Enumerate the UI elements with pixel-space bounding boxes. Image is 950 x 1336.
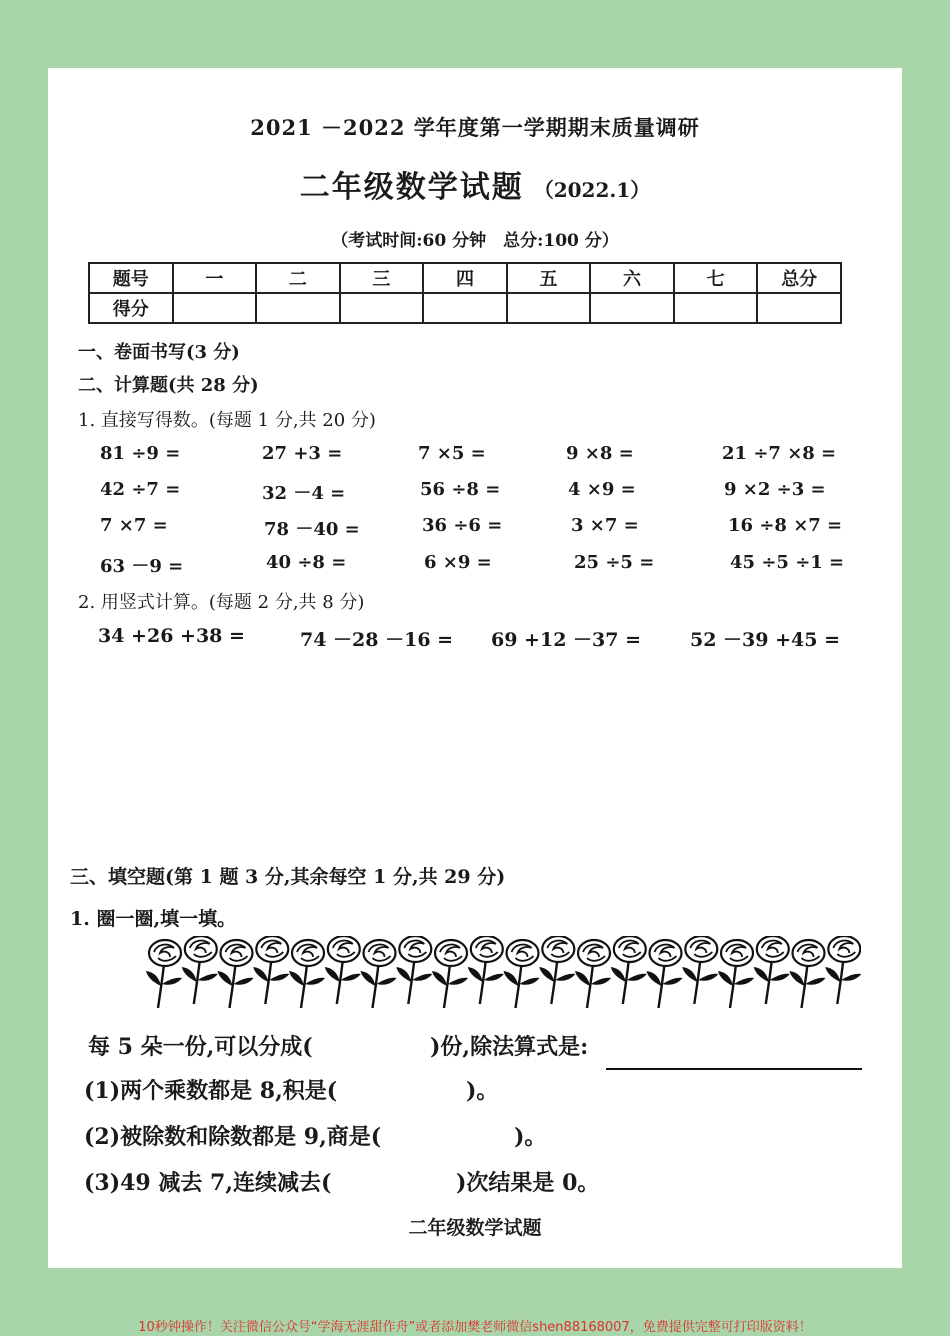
flower [218, 940, 254, 1008]
flower [647, 940, 683, 1008]
section2-title: 二、计算题(共 28 分) [78, 375, 259, 396]
calc-item: 81 ÷9 = [100, 443, 181, 464]
score-cell: 题号 [89, 263, 173, 293]
fill-item-2-end: )。 [514, 1124, 547, 1150]
calc-item: 9 ×2 ÷3 = [724, 479, 826, 500]
flower [682, 936, 718, 1004]
calc-item: 7 ×7 = [100, 515, 168, 536]
score-table-score-row [89, 293, 841, 323]
year-line: 2021 －2022 学年度第一学期期末质量调研 [250, 115, 700, 140]
exam-title: 二年级数学试题 [299, 170, 524, 205]
flower [325, 936, 361, 1004]
fill-item-2-text: (2)被除数和除数都是 9,商是( [84, 1124, 382, 1150]
section3-q1-title: 1. 圈一圈,填一填。 [70, 908, 237, 930]
score-cell: 五 [507, 263, 591, 293]
page-footer: 二年级数学试题 [408, 1217, 542, 1239]
flower [146, 940, 182, 1008]
calc-item: 56 ÷8 = [420, 479, 501, 500]
score-entry-cell[interactable] [173, 293, 257, 323]
flower [253, 936, 289, 1004]
score-entry-cell[interactable] [590, 293, 674, 323]
score-cell: 三 [340, 263, 424, 293]
flower [361, 940, 397, 1008]
score-table [88, 262, 842, 324]
section2-q2-title: 2. 用竖式计算。(每题 2 分,共 8 分) [78, 592, 365, 613]
score-row-label: 得分 [89, 293, 173, 323]
exam-paper [48, 68, 902, 1268]
flower [504, 940, 540, 1008]
calc-item: 3 ×7 = [571, 515, 639, 536]
calc-item: 6 ×9 = [424, 552, 492, 573]
calc-item: 78 －40 = [264, 519, 360, 540]
calc-item: 63 －9 = [100, 556, 184, 577]
flower [825, 936, 861, 1004]
calc-item: 4 ×9 = [568, 479, 636, 500]
score-entry-cell[interactable] [507, 293, 591, 323]
calc-item: 45 ÷5 ÷1 = [730, 552, 845, 573]
calc-item: 7 ×5 = [418, 443, 486, 464]
calc-item: 21 ÷7 ×8 = [722, 443, 837, 464]
score-cell: 七 [674, 263, 758, 293]
exam-date: （2022.1） [533, 178, 651, 202]
vertical-calc-item: 69 +12 －37 = [491, 629, 642, 651]
promo-banner: 10秒钟操作！关注微信公众号“学海无涯甜作舟”或者添加樊老师微信shen88168007，免费提供完整可打印版资料！ [138, 1320, 812, 1335]
section3-title: 三、填空题(第 1 题 3 分,其余每空 1 分,共 29 分) [70, 866, 506, 888]
vertical-calc-item: 52 －39 +45 = [690, 629, 841, 651]
fill-item-1-end: )。 [466, 1078, 499, 1104]
score-entry-cell[interactable] [256, 293, 340, 323]
calc-item: 32 －4 = [262, 483, 346, 504]
score-entry-cell[interactable] [423, 293, 507, 323]
calc-item: 42 ÷7 = [100, 479, 181, 500]
q1-text-before-blank: 每 5 朵一份,可以分成( [88, 1034, 313, 1060]
score-cell: 四 [423, 263, 507, 293]
flower-row [146, 936, 861, 1008]
flower [396, 936, 432, 1004]
section2-q1-title: 1. 直接写得数。(每题 1 分,共 20 分) [78, 410, 376, 431]
exam-info: （考试时间:60 分钟 总分:100 分） [331, 231, 619, 251]
page-title [48, 162, 902, 206]
flower [289, 940, 325, 1008]
calc-item: 16 ÷8 ×7 = [728, 515, 843, 536]
section1-title: 一、卷面书写(3 分) [78, 342, 240, 363]
flower [754, 936, 790, 1004]
score-cell: 一 [173, 263, 257, 293]
q1-text-after-blank: )份,除法算式是: [430, 1034, 589, 1060]
score-entry-cell[interactable] [340, 293, 424, 323]
flower [468, 936, 504, 1004]
calc-item: 40 ÷8 = [266, 552, 347, 573]
score-cell: 二 [256, 263, 340, 293]
division-answer-line[interactable] [606, 1068, 862, 1070]
fill-item-3-end: )次结果是 0。 [456, 1170, 600, 1196]
flower [575, 940, 611, 1008]
fill-item-1-text: (1)两个乘数都是 8,积是( [84, 1078, 338, 1104]
score-cell: 总分 [757, 263, 841, 293]
flower [718, 940, 754, 1008]
flower [432, 940, 468, 1008]
vertical-calc-item: 34 +26 +38 = [98, 625, 245, 647]
calc-item: 36 ÷6 = [422, 515, 503, 536]
score-cell: 六 [590, 263, 674, 293]
vertical-calc-item: 74 －28 －16 = [300, 629, 454, 651]
fill-item-3-text: (3)49 减去 7,连续减去( [84, 1170, 332, 1196]
flower [539, 936, 575, 1004]
flower [790, 940, 826, 1008]
score-entry-cell[interactable] [757, 293, 841, 323]
calc-item: 27 +3 = [262, 443, 343, 464]
flower [182, 936, 218, 1004]
score-entry-cell[interactable] [674, 293, 758, 323]
flower [611, 936, 647, 1004]
calc-item: 9 ×8 = [566, 443, 634, 464]
score-table-header-row [89, 263, 841, 293]
calc-item: 25 ÷5 = [574, 552, 655, 573]
